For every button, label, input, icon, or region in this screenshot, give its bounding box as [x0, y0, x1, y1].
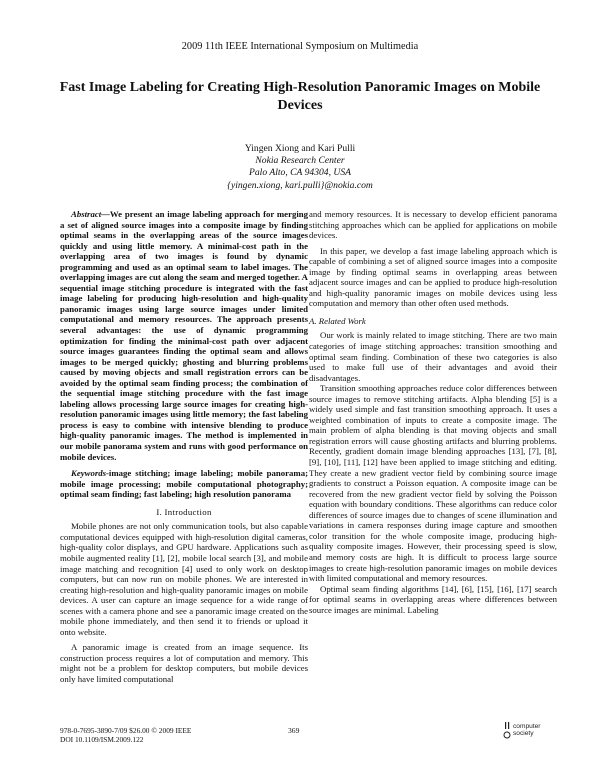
intro-paragraph-2: A panoramic image is created from an image sequence. Its construction process requires a lot of computation and memory. This might not be a problem for desktop computers, but mobile devices only have limited computational	[60, 642, 308, 684]
affiliation: Nokia Research Center	[255, 155, 345, 167]
logo-text	[513, 723, 541, 737]
page-number: 369	[288, 726, 300, 735]
keywords-text: -image stitching; image labeling; mobile panorama; mobile image processing; mobile computational photography; optimal seam finding; fast labeling; high resolution panorama	[60, 468, 308, 500]
keywords	[60, 468, 308, 500]
logo-text-computer: computer	[513, 723, 541, 730]
related-paragraph-1: Our work is mainly related to image stitching. There are two main categories of image stitching approaches: transition smoothing and optimal seam finding. Combination of these two categories is also used to make full use of their advantages and avoid their disadvantages.	[309, 330, 557, 383]
footer-isbn: 978-0-7695-3890-7/09 $26.00 © 2009 IEEE	[60, 726, 192, 735]
footer-copyright	[60, 726, 191, 745]
subsection-heading-related-work: A. Related Work	[309, 315, 366, 326]
section-heading-introduction: I. Introduction	[156, 506, 212, 517]
author-block	[0, 143, 600, 192]
intro-paragraph-1: Mobile phones are not only communication tools, but also capable computational devices equipped with high-resolution digital cameras, high-quality color displays, and GPU hardware. Applications such as mobile augmented reality [1], [2], mobile local search [3], and mobile image matching and recognition [4] used to only work on desktop computers, but can now run on mobile phones. We are interested in creating high-resolution and high-quality panoramic images on mobile devices. A user can capture an image sequence for a wide range of scenes with a camera phone and see a panoramic image created on the mobile phone immediately, and then send it to friends or upload it onto website.	[60, 521, 308, 637]
related-paragraph-2: Transition smoothing approaches reduce color differences between source images to remove stitching artifacts. Alpha blending [5] is a widely used simple and fast transition smoothing approach. It uses a weighted combination of inputs to create a composite image. The main problem of alpha blending is that moving objects and small registration errors will cause ghosting artifacts and blurring problems. Recently, gradient domain image blending approaches [13], [7], [8], [9], [10], [11], [12] have been applied to image stitching and editing. They create a new gradient vector field by combining source image gradients to construct a Poisson equation. A composite image can be recovered from the new gradient vector field by solving the Poisson equation with boundary conditions. These algorithms can reduce color differences of source images due to changes of scene illumination and variations in camera responses during image capture and smoothen color transition for the whole composite image, producing high-quality composite images. However, their processing speed is slow, and memory costs are high. It is difficult to process large source images to create high-resolution panoramic images on mobile devices with limited computational and memory resources.	[309, 383, 557, 584]
abstract	[60, 209, 308, 462]
venue-header: 2009 11th IEEE International Symposium on Multimedia	[181, 41, 419, 52]
abstract-text: We present an image labeling approach for merging a set of aligned source images into a composite image by finding optimal seams in the overlapping areas of the source images quickly and using little memory. A minimal-cost path in the overlapping area of two images is found by dynamic programming and used as an optimal seam to label images. The overlapping images are cut along the seam and merged together. A sequential image stitching procedure is integrated with the fast image labeling for producing high-resolution and high-quality panoramic images using large source images under limited computational and memory resources. The approach presents several advantages: the use of dynamic programming optimization for finding the minimal-cost path over adjacent source images guarantees finding the optimal seam and allows images to be merged quickly; ghosting and blurring problems caused by moving objects and small registration errors can be avoided by the optimal seam finding process; the combination of the sequential image stitching procedure with the fast image labeling allows processing large source images for creating high-resolution panoramic images using little memory; the fast labeling process is easy to combine with intensive blending to produce high-quality panoramic images. The method is implemented in our mobile panorama system and runs with good performance on mobile devices.	[60, 209, 308, 462]
footer-doi: DOI 10.1109/ISM.2009.122	[60, 735, 144, 745]
intro-paragraph-2-cont: and memory resources. It is necessary to develop efficient panorama stitching approaches which can be applied for applications on mobile devices.	[309, 209, 557, 241]
intro-paragraph-3: In this paper, we develop a fast image labeling approach which is capable of combining a set of aligned source images into a composite image by finding optimal seams in overlapping areas between adjacent source images and can be applied to produce high-resolution and high-quality panoramic images on mobile devices using less computation and memory than other often used methods.	[309, 245, 557, 309]
keywords-label: Keywords	[71, 468, 106, 479]
logo-text-society: society	[513, 730, 534, 737]
email: {yingen.xiong, kari.pulli}@nokia.com	[227, 179, 373, 191]
right-column	[309, 209, 557, 615]
computer-society-logo	[503, 720, 545, 744]
related-paragraph-3: Optimal seam finding algorithms [14], [6], [15], [16], [17] search for optimal seams in overlapping areas where differences between source images are minimal. Labeling	[309, 583, 557, 615]
author-names: Yingen Xiong and Kari Pulli	[244, 143, 356, 154]
computer-society-icon	[503, 720, 513, 744]
location: Palo Alto, CA 94304, USA	[249, 167, 351, 179]
left-column	[60, 209, 308, 685]
abstract-label: Abstract—	[71, 209, 110, 219]
paper-title: Fast Image Labeling for Creating High-Resolution Panoramic Images on Mobile Devices	[59, 80, 541, 113]
